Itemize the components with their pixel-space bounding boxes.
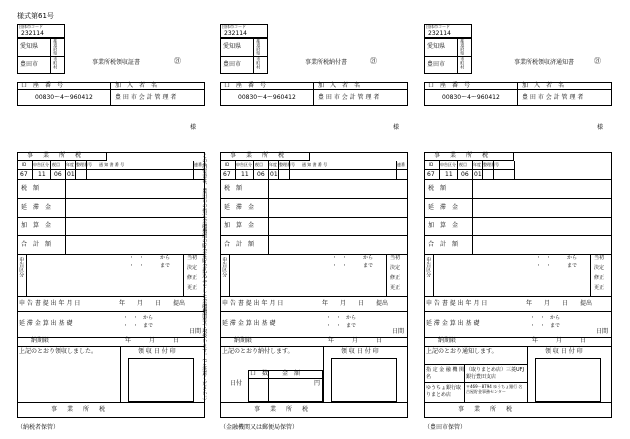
payee: 豊 田 市 会 計 管 理 者 xyxy=(115,94,177,101)
prefecture: 愛知県 xyxy=(20,43,39,50)
post-name: 〒469－8794 ゆうちょ銀行 名古屋貯金事務センター xyxy=(466,384,523,395)
receipt-section: 団体市コード 232114 愛知県 都道府県 豊田市 市町村 事業所税領収証書 ㉑ 口 座 番 号 00830ー4ー960412 加 入 者 名 豊 田 市 会 計 管 理 者 様 事 業 所 税 ID 申告区分 税目 年度 整理番号 通 知 書 番 号 連番 67 11 06 01 税 額 延 滞 金 加 算 金 合 計 額 申告区分 ・ ・ から ・ ・ まで 当初 決定 修正 更正 申 告 書 提 出 年 月 日 年 月 日 提出 延 滞 金 算 出 基 礎 ・ ・ から ・ ・ まで 日間 納期限 年 月 日 上記のとおり領収しました。 領 収 日 付 印 事 業 所 税 （納税者保管） xyxy=(17,24,205,439)
form-title: 事業所税納付書 xyxy=(305,59,348,66)
account-label: 口 座 番 号 xyxy=(21,82,64,89)
post-label: ゆうちょ銀行取りまとめ店 xyxy=(426,385,462,398)
form-number: 様式第61号 xyxy=(17,12,54,20)
kanji-mark: ㉑ xyxy=(174,57,181,65)
bank-label: 指 定 金 融 機 関 名 xyxy=(426,367,464,380)
form-title: 事業所税領収済通知書 xyxy=(514,59,575,66)
pref-suffix: 都道府県 xyxy=(53,39,59,55)
notice-section: 団体市コード 232114 愛知県 都道府県 豊田市 市町村 事業所税領収済通知書 ㉑ 口 座 番 号 00830ー4ー960412 加 入 者 名 豊 田 市 会 計 管 理 者 様 事 業 所 税 ID 申告区分 税目 年度 整理番号 67 11 06 01 税 額 延 滞 金 加 算 金 合 計 額 申告区分 ・ ・ から ・ ・ まで 当初 決定 修正 更正 申 告 書 提 出 年 月 日 年 月 日 提出 延 滞 金 算 出 基 礎 ・ ・ から ・ ・ まで 日間 納期限 年 月 日 上記のとおり通知します。 領 収 日 付 印 指 定 金 融 機 関 名 （取りまとめ店）三菱UFJ銀行豊田支店 ゆうちょ銀行取りまとめ店 〒469－8794 ゆうちょ銀行 名古屋貯金事務センター 事 業 所 税 （豊田市保管） xyxy=(424,24,612,439)
payment-section: 団体市コード 232114 愛知県 都道府県 豊田市 市町村 事業所税納付書 ㉑ 口 座 番 号 00830ー4ー960412 加 入 者 名 豊 田 市 会 計 管 理 者 様 事 業 所 税 ID 申告区分 税目 年度 整理番号 通 知 書 番 号 連番 67 11 06 01 税 額 延 滞 金 加 算 金 合 計 額 申告区分 ・ ・ から ・ ・ まで 当初 決定 修正 更正 申 告 書 提 出 年 月 日 年 月 日 提出 延 滞 金 算 出 基 礎 ・ ・ から ・ ・ まで 日間 納期限 年 月 日 上記のとおり納付します。 領 収 日 付 印 口 数 金 額 円 日付 事 業 所 税 （金融機関又は郵便局保管） xyxy=(220,24,408,439)
city-code: 232114 xyxy=(21,30,44,37)
honorific: 様 xyxy=(190,124,197,131)
tax-type: 事 業 所 税 xyxy=(27,152,84,159)
caption: （納税者保管） xyxy=(17,424,60,431)
city-code-label: 団体市コード xyxy=(19,24,43,29)
caption: （金融機関又は郵便局保管） xyxy=(220,424,299,431)
city: 豊田市 xyxy=(20,61,39,68)
payee-label: 加 入 者 名 xyxy=(115,82,158,89)
city-suffix: 市町村 xyxy=(53,57,59,69)
bank-name: （取りまとめ店）三菱UFJ銀行豊田支店 xyxy=(466,367,525,380)
side-note: この納付書は、豊田市の指定金融機関の貯金は貯金払込みをした金融機関等で取扱います。（ご注意ください。） xyxy=(201,153,208,403)
form-title: 事業所税領収証書 xyxy=(92,59,141,66)
caption: （豊田市保管） xyxy=(424,424,467,431)
stamp-area xyxy=(128,358,194,402)
account-number: 00830ー4ー960412 xyxy=(35,94,93,101)
